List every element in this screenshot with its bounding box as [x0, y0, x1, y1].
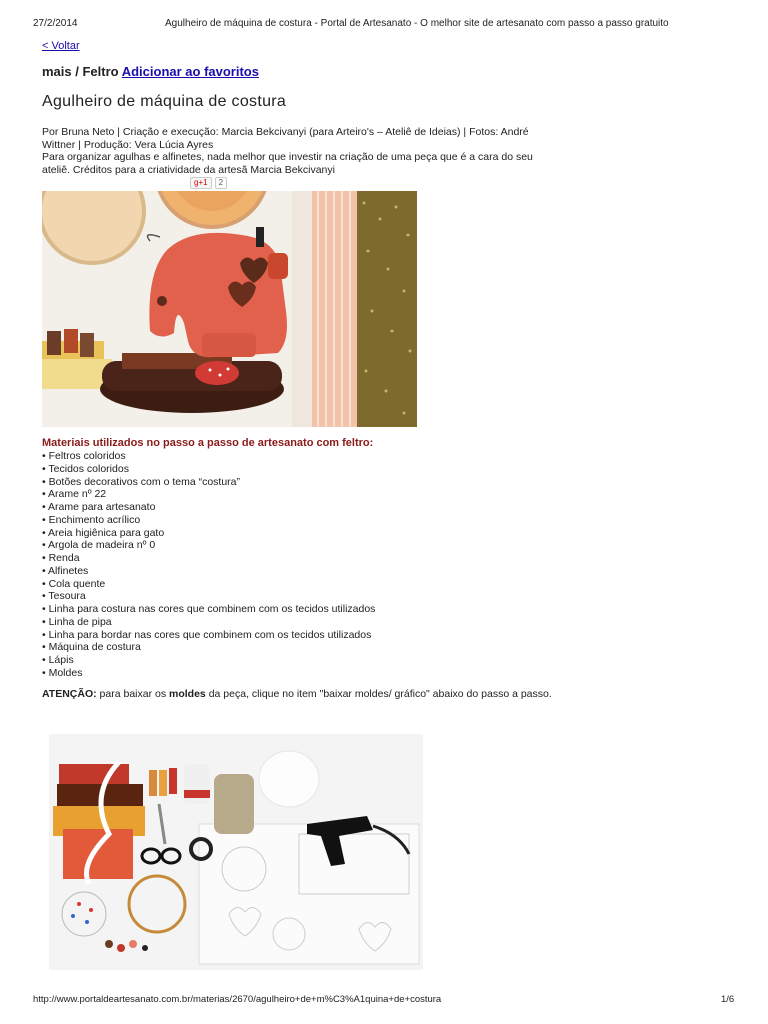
list-item: • Moldes	[42, 666, 83, 679]
list-item: • Argola de madeira nº 0	[42, 539, 156, 552]
materials-heading: Materiais utilizados no passo a passo de artesanato com feltro:	[42, 437, 374, 449]
list-item: • Areia higiênica para gato	[42, 526, 165, 539]
attention-label: ATENÇÃO:	[42, 688, 97, 700]
article-title: Agulheiro de máquina de costura	[42, 93, 287, 110]
list-item: • Botões decorativos com o tema “costura”	[42, 475, 241, 488]
list-item: • Linha para bordar nas cores que combinem com os tecidos utilizados	[42, 628, 372, 641]
attention-text-2: da peça, clique no item "baixar moldes/ gráfico" abaixo do passo a passo.	[205, 688, 552, 700]
article-credits	[42, 126, 562, 176]
add-favorites-link[interactable]: Adicionar ao favoritos	[121, 64, 259, 79]
gplus-icon: g	[194, 178, 199, 187]
materials-list	[42, 450, 375, 680]
list-item: • Tesoura	[42, 590, 86, 603]
list-item: • Lápis	[42, 654, 74, 666]
list-item: • Máquina de costura	[42, 641, 141, 654]
list-item: • Tecidos coloridos	[42, 462, 129, 475]
breadcrumb-category: mais / Feltro	[42, 64, 119, 79]
print-page-number: 1/6	[721, 994, 735, 1005]
list-item: • Linha de pipa	[42, 615, 112, 628]
main-photo-sewing-machine	[42, 191, 417, 427]
materials-photo	[49, 734, 423, 970]
list-item: • Arame nº 22	[42, 488, 107, 501]
list-item: • Alfinetes	[42, 564, 89, 577]
credits-line: Por Bruna Neto | Criação e execução: Marcia Bekcivanyi (para Arteiro's – Ateliê de Ideias) | Fotos: André Wittner | Produção: Vera Lúcia Ayres	[42, 126, 529, 151]
list-item: • Feltros coloridos	[42, 450, 126, 462]
attention-bold-word: moldes	[169, 688, 206, 700]
attention-text-1: para baixar os	[96, 688, 170, 700]
print-url: http://www.portaldeartesanato.com.br/materias/2670/agulheiro+de+m%C3%A1quina+de+costura	[33, 994, 442, 1005]
intro-text: Para organizar agulhas e alfinetes, nada melhor que investir na criação de uma peça que é a cara do seu ateliê. Créditos para a criatividade da artesã Marcia Bekcivanyi	[42, 151, 533, 176]
back-link[interactable]: < Voltar	[42, 40, 80, 52]
list-item: • Linha para costura nas cores que combinem com os tecidos utilizados	[42, 603, 376, 615]
list-item: • Cola quente	[42, 577, 106, 590]
share-count: 2	[215, 177, 227, 189]
list-item: • Arame para artesanato	[42, 501, 156, 513]
print-page-title: Agulheiro de máquina de costura - Portal de Artesanato - O melhor site de artesanato com passo a passo gratuito	[165, 18, 669, 29]
gplus-button[interactable]	[190, 177, 212, 189]
social-share-bar	[190, 177, 227, 189]
gplus-label: +1	[198, 178, 208, 187]
attention-note	[42, 688, 562, 701]
print-date: 27/2/2014	[33, 18, 78, 29]
list-item: • Renda	[42, 552, 80, 564]
list-item: • Enchimento acrílico	[42, 513, 141, 526]
breadcrumb	[42, 64, 259, 79]
